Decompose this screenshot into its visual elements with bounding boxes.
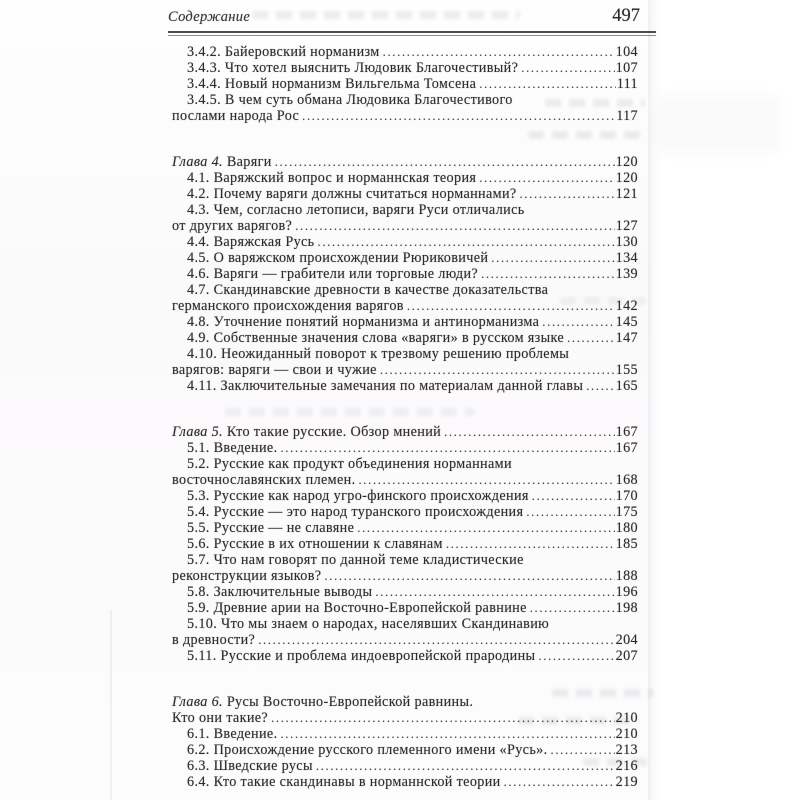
- dot-leader: [479, 170, 614, 186]
- toc-entry-text: 5.11. Русские и проблема индоевропейской прародины: [187, 648, 536, 664]
- toc-entry-text: послами народа Рос: [172, 108, 300, 124]
- toc-row: [172, 726, 638, 742]
- toc-row: [172, 774, 638, 790]
- dot-leader: [280, 440, 614, 456]
- toc-row: [172, 170, 638, 186]
- toc-page-number: 130: [615, 234, 638, 250]
- toc-page-number: 198: [615, 600, 638, 616]
- toc-page-number: 139: [615, 266, 638, 282]
- dot-leader: [491, 250, 614, 266]
- dot-leader: [357, 520, 614, 536]
- toc-row: [172, 282, 638, 298]
- toc-page-number: 142: [615, 298, 638, 314]
- toc-row: [172, 472, 638, 488]
- toc-page-number: 207: [615, 648, 638, 664]
- toc-page-number: 117: [616, 108, 638, 124]
- running-header-title: Содержание: [168, 9, 251, 25]
- toc-entry-text: 4.8. Уточнение понятий норманизма и антинорманизма: [187, 314, 540, 330]
- toc-row: [172, 44, 638, 60]
- toc-page-number: 107: [615, 60, 638, 76]
- page-number: 497: [612, 6, 640, 26]
- toc-entry-text: 6.1. Введение.: [187, 726, 278, 742]
- toc-page-number: 127: [615, 218, 638, 234]
- dot-leader: [280, 726, 614, 742]
- toc-row: [172, 758, 638, 774]
- dot-leader: [504, 774, 615, 790]
- toc-row: [172, 266, 638, 282]
- chapter-label: Глава 6.: [172, 694, 227, 710]
- toc-row: [172, 92, 638, 108]
- toc-entry-text: 4.10. Неожиданный поворот к трезвому решению проблемы: [187, 346, 570, 362]
- toc-entry-text: 5.8. Заключительные выводы: [187, 584, 373, 600]
- toc-row: [172, 378, 638, 394]
- toc-page-number: 185: [615, 536, 638, 552]
- dot-leader: [375, 584, 614, 600]
- dot-leader: [380, 362, 615, 378]
- toc-row: [172, 584, 638, 600]
- toc-entry-text: 4.3. Чем, согласно летописи, варяги Руси отличались: [187, 202, 525, 218]
- header-rule-thin-line: [168, 35, 656, 36]
- dot-leader: [324, 568, 614, 584]
- toc-entry-text: 5.4. Русские — это народ туранского происхождения: [187, 504, 524, 520]
- dot-leader: [520, 186, 615, 202]
- toc-page-number: 196: [615, 584, 638, 600]
- dot-leader: [407, 298, 615, 314]
- dot-leader: [551, 742, 615, 758]
- toc-entry-text: 5.2. Русские как продукт объединения норманнами: [187, 456, 512, 472]
- dot-leader: [530, 600, 615, 616]
- toc-entry-text: 4.9. Собственные значения слова «варяги» в русском языке: [187, 330, 565, 346]
- toc-entry-text: 5.9. Древние арии на Восточно-Европейской равнине: [187, 600, 527, 616]
- toc-page-number: 104: [615, 44, 638, 60]
- toc-entry-text: 4.6. Варяги — грабители или торговые люди?: [187, 266, 479, 282]
- toc-row: [172, 456, 638, 472]
- toc-page-number: 168: [615, 472, 638, 488]
- dot-leader: [521, 60, 614, 76]
- toc-row: [172, 186, 638, 202]
- toc-page-number: 121: [615, 186, 638, 202]
- toc-entry-text: 6.4. Кто такие скандинавы в норманнской теории: [187, 774, 501, 790]
- toc-entry-text: реконструкции языков?: [172, 568, 322, 584]
- toc-row: [172, 298, 638, 314]
- dot-leader: [383, 44, 615, 60]
- toc-chapter-row: [172, 154, 638, 170]
- header-rule-thick-line: [168, 31, 656, 33]
- toc-page-number: 219: [615, 774, 638, 790]
- toc-entry-text: Варяги: [226, 154, 272, 170]
- toc-page-number: 204: [615, 632, 638, 648]
- dot-leader: [318, 234, 615, 250]
- dot-leader: [316, 758, 615, 774]
- toc-row: [172, 76, 638, 92]
- toc-row: [172, 742, 638, 758]
- toc-entry-text: 6.2. Происхождение русского племенного имени «Русь».: [187, 742, 548, 758]
- toc-entry-text: 5.10. Что мы знаем о народах, населявших Скандинавию: [187, 616, 550, 632]
- dot-leader: [302, 108, 615, 124]
- toc-entry-text: 3.4.5. В чем суть обмана Людовика Благочестивого: [187, 92, 513, 108]
- toc-page-number: 111: [616, 76, 638, 92]
- toc-page-number: 170: [615, 488, 638, 504]
- toc-entry-text: 5.5. Русские — не славяне: [187, 520, 355, 536]
- toc-row: [172, 314, 638, 330]
- header-rule: [168, 31, 656, 36]
- toc-page-number: 120: [615, 170, 638, 186]
- toc-entry-text: 4.7. Скандинавские древности в качестве доказательства: [187, 282, 549, 298]
- toc-page-number: 145: [615, 314, 638, 330]
- toc-entry-text: Кто они такие?: [172, 710, 269, 726]
- table-of-contents: [172, 44, 638, 790]
- toc-page-number: 188: [615, 568, 638, 584]
- page-left-edge: [110, 610, 112, 800]
- dot-leader: [258, 632, 614, 648]
- toc-entry-text: 4.11. Заключительные замечания по материалам данной главы: [187, 378, 584, 394]
- toc-entry-text: восточнославянских племен.: [172, 472, 356, 488]
- dot-leader: [444, 424, 615, 440]
- toc-row: [172, 520, 638, 536]
- toc-row: [172, 250, 638, 266]
- toc-page-number: 134: [615, 250, 638, 266]
- toc-entry-text: 4.1. Варяжский вопрос и норманнская теория: [187, 170, 477, 186]
- toc-row: [172, 440, 638, 456]
- toc-row: [172, 710, 638, 726]
- toc-row: [172, 202, 638, 218]
- toc-page-number: 165: [615, 378, 638, 394]
- chapter-label: Глава 4.: [172, 154, 227, 170]
- toc-entry-text: 4.2. Почему варяги должны считаться норманнами?: [187, 186, 517, 202]
- toc-entry-text: Кто такие русские. Обзор мнений: [226, 424, 442, 440]
- toc-row: [172, 504, 638, 520]
- chapter-label: Глава 5.: [172, 424, 227, 440]
- toc-entry-text: в древности?: [172, 632, 256, 648]
- toc-page-number: 210: [615, 710, 638, 726]
- toc-entry-text: 5.3. Русские как народ угро-финского происхождения: [187, 488, 529, 504]
- dot-leader: [567, 330, 615, 346]
- dot-leader: [479, 76, 615, 92]
- toc-row: [172, 330, 638, 346]
- toc-entry-text: германского происхождения варягов: [172, 298, 404, 314]
- toc-entry-text: от других варягов?: [172, 218, 293, 234]
- dot-leader: [358, 472, 614, 488]
- toc-entry-text: 5.1. Введение.: [187, 440, 278, 456]
- toc-row: [172, 600, 638, 616]
- toc-row: [172, 648, 638, 664]
- running-header: [168, 6, 656, 27]
- toc-entry-text: 5.7. Что нам говорят по данной теме кладистические: [187, 552, 524, 568]
- toc-row: [172, 536, 638, 552]
- toc-page-number: 180: [615, 520, 638, 536]
- dot-leader: [532, 488, 615, 504]
- dot-leader: [275, 154, 615, 170]
- dot-leader: [538, 648, 614, 664]
- dot-leader: [446, 536, 615, 552]
- toc-entry-text: 4.4. Варяжская Русь: [187, 234, 315, 250]
- toc-row: [172, 488, 638, 504]
- adjacent-page-shadow: [658, 95, 780, 153]
- toc-entry-text: 3.4.4. Новый норманизм Вильгельма Томсена: [187, 76, 477, 92]
- toc-chapter-row: [172, 424, 638, 440]
- toc-row: [172, 346, 638, 362]
- toc-entry-text: 6.3. Шведские русы: [187, 758, 313, 774]
- dot-leader: [295, 218, 614, 234]
- toc-page-number: 147: [615, 330, 638, 346]
- toc-page-number: 213: [615, 742, 638, 758]
- toc-row: [172, 568, 638, 584]
- toc-entry-text: варягов: варяги — свои и чужие: [172, 362, 377, 378]
- toc-row: [172, 108, 638, 124]
- toc-page-number: 120: [615, 154, 638, 170]
- toc-row: [172, 632, 638, 648]
- toc-chapter-row: [172, 694, 638, 710]
- dot-leader: [586, 378, 614, 394]
- toc-entry-text: Русы Восточно-Европейской равнины.: [226, 694, 474, 710]
- dot-leader: [526, 504, 614, 520]
- toc-row: [172, 60, 638, 76]
- toc-page-number: 216: [615, 758, 638, 774]
- toc-page-number: 210: [615, 726, 638, 742]
- toc-entry-text: 5.6. Русские в их отношении к славянам: [187, 536, 443, 552]
- toc-entry-text: 3.4.2. Байеровский норманизм: [187, 44, 380, 60]
- toc-row: [172, 616, 638, 632]
- toc-page-number: 167: [615, 440, 638, 456]
- toc-row: [172, 362, 638, 378]
- toc-row: [172, 552, 638, 568]
- toc-page-number: 175: [615, 504, 638, 520]
- toc-entry-text: 4.5. О варяжском происхождении Рюриковичей: [187, 250, 489, 266]
- toc-page-number: 167: [615, 424, 638, 440]
- dot-leader: [542, 314, 614, 330]
- toc-entry-text: 3.4.3. Что хотел выяснить Людовик Благочестивый?: [187, 60, 519, 76]
- dot-leader: [271, 710, 615, 726]
- toc-page-number: 155: [615, 362, 638, 378]
- toc-row: [172, 218, 638, 234]
- toc-row: [172, 234, 638, 250]
- dot-leader: [481, 266, 615, 282]
